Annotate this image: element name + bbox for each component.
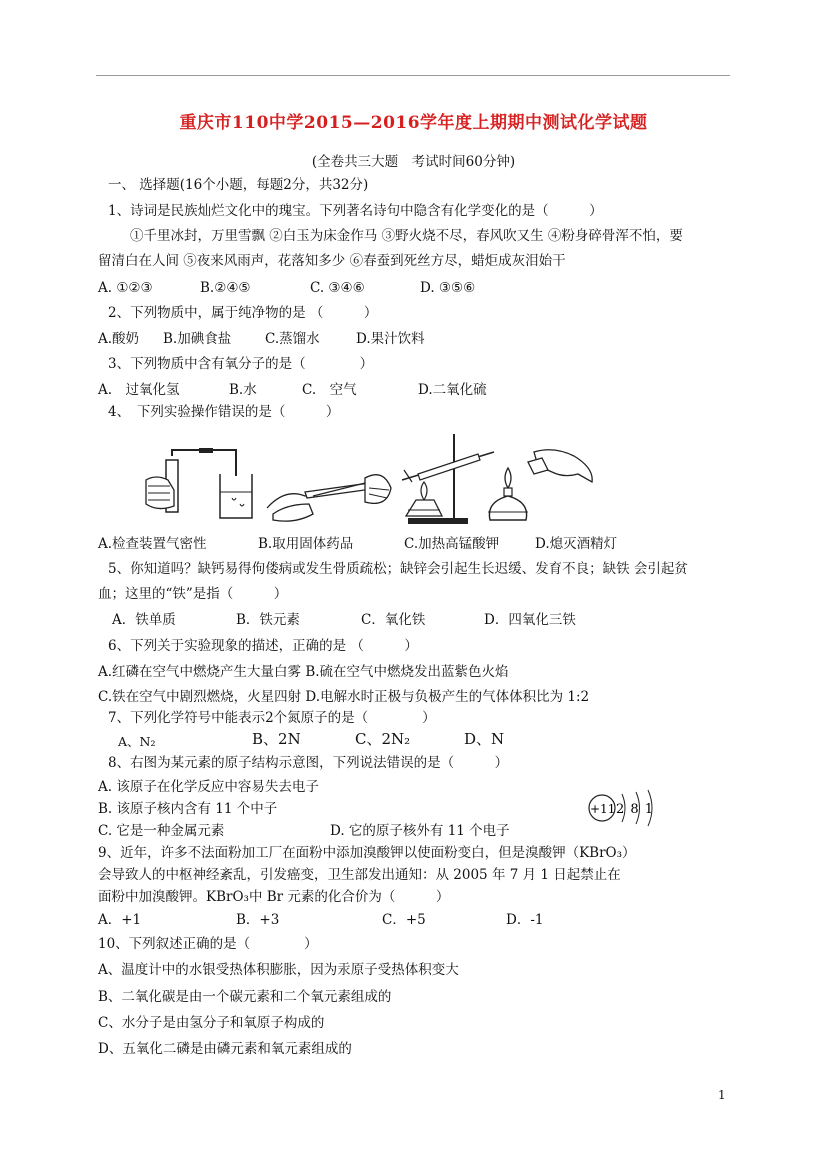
q2-option-c: C.蒸馏水 <box>265 331 320 347</box>
q10-option-d: D、五氧化二磷是由磷元素和氧元素组成的 <box>98 1041 352 1057</box>
q1-stem: 1、诗词是民族灿烂文化中的瑰宝。下列著名诗句中隐含有化学变化的是（ ） <box>108 203 603 219</box>
atom-structure-diagram <box>586 788 666 828</box>
q7-option-b: B、2N <box>252 730 301 748</box>
header-rule <box>96 75 730 76</box>
q4-option-d: D.熄灭酒精灯 <box>535 536 618 552</box>
q1-option-b: B.②④⑤ <box>200 280 251 296</box>
q3-option-b: B.水 <box>229 382 257 398</box>
q4-stem: 4、 下列实验操作错误的是（ ） <box>108 404 340 420</box>
q2-option-b: B.加碘食盐 <box>163 331 232 347</box>
q10-option-a: A、温度计中的水银受热体积膨胀，因为汞原子受热体积变大 <box>98 962 459 978</box>
q10-option-c: C、水分子是由氢分子和氧原子构成的 <box>98 1015 325 1031</box>
q9-option-b: B．+3 <box>236 912 280 928</box>
q8-option-a: A. 该原子在化学反应中容易失去电子 <box>98 779 319 795</box>
apparatus-gas-tightness-illustration <box>144 446 259 526</box>
q1-option-c: C. ③④⑥ <box>310 280 365 296</box>
q8-option-c: C. 它是一种金属元素 <box>98 823 225 839</box>
q4-option-a: A.检查装置气密性 <box>98 536 207 552</box>
q6-options-ab: A.红磷在空气中燃烧产生大量白雾 B.硫在空气中燃烧发出蓝紫色火焰 <box>98 664 509 680</box>
page-title: 重庆市110中学2015—2016学年度上期期中测试化学试题 <box>179 113 648 133</box>
q10-option-b: B、二氧化碳是由一个碳元素和二个氧元素组成的 <box>98 989 392 1005</box>
q10-stem: 10、下列叙述正确的是（ ） <box>98 936 318 952</box>
q4-option-b: B.取用固体药品 <box>258 536 354 552</box>
q7-option-d: D、N <box>464 730 505 748</box>
section-heading: 一、 选择题(16个小题，每题2分，共32分) <box>108 177 369 193</box>
q9-stem-line3: 面粉中加溴酸钾。KBrO₃中 Br 元素的化合价为（ ） <box>98 889 450 905</box>
q3-option-a: A. 过氧化氢 <box>98 382 180 398</box>
q9-option-d: D．-1 <box>506 912 544 928</box>
page-number: 1 <box>718 1088 726 1102</box>
solid-reagent-illustration <box>265 468 395 526</box>
q1-poem-line2: 留清白在人间 ⑤夜来风雨声，花落知多少 ⑥春蚕到死丝方尽，蜡炬成灰泪始干 <box>98 253 566 269</box>
q1-option-a: A. ①②③ <box>98 280 153 296</box>
q1-option-d: D. ③⑤⑥ <box>420 280 476 296</box>
q5-stem-line1: 5、你知道吗？缺钙易得佝偻病或发生骨质疏松；缺锌会引起生长迟缓、发育不良；缺铁 会引起贫 <box>108 561 688 577</box>
q5-option-b: B．铁元素 <box>236 612 300 628</box>
q7-option-c: C、2N₂ <box>355 730 411 748</box>
q2-stem: 2、下列物质中，属于纯净物的是 （ ） <box>108 305 378 321</box>
q7-option-a: A、N₂ <box>118 734 156 749</box>
q8-option-b: B. 该原子核内含有 11 个中子 <box>98 801 278 817</box>
extinguish-lamp-illustration <box>484 448 596 526</box>
q5-option-d: D．四氧化三铁 <box>484 612 576 628</box>
q2-option-a: A.酸奶 <box>98 331 140 347</box>
q7-stem: 7、下列化学符号中能表示2个氮原子的是（ ） <box>108 710 436 726</box>
q4-option-c: C.加热高锰酸钾 <box>404 536 500 552</box>
q9-option-c: C．+5 <box>382 912 426 928</box>
q8-option-d: D. 它的原子核外有 11 个电子 <box>330 823 510 839</box>
q5-option-a: A．铁单质 <box>112 612 176 628</box>
q6-options-cd: C.铁在空气中剧烈燃烧，火星四射 D.电解水时正极与负极产生的气体体积比为 1:2 <box>98 689 590 705</box>
q5-option-c: C．氧化铁 <box>361 612 426 628</box>
q2-option-d: D.果汁饮料 <box>356 331 425 347</box>
atom-shell-electrons: 2 8 1 <box>616 802 655 817</box>
q6-stem: 6、下列关于实验现象的描述，正确的是 （ ） <box>108 638 418 654</box>
q3-stem: 3、下列物质中含有氧分子的是（ ） <box>108 356 374 372</box>
q5-stem-line2: 血；这里的“铁”是指（ ） <box>98 586 288 602</box>
q9-option-a: A．+1 <box>98 912 142 928</box>
atom-nucleus-label: +11 <box>590 802 616 816</box>
q1-poem-line1: ①千里冰封，万里雪飘 ②白玉为床金作马 ③野火烧不尽，春风吹又生 ④粉身碎骨浑不怕，要 <box>130 228 683 244</box>
q3-option-c: C. 空气 <box>302 382 357 398</box>
q9-stem-line2: 会导致人的中枢神经紊乱，引发癌变，卫生部发出通知：从 2005 年 7 月 1 日起禁止在 <box>98 867 621 883</box>
q3-option-d: D.二氧化硫 <box>418 382 487 398</box>
heating-kmno4-illustration <box>398 430 498 526</box>
q8-stem: 8、右图为某元素的原子结构示意图，下列说法错误的是（ ） <box>108 755 509 771</box>
q9-stem-line1: 9、近年，许多不法面粉加工厂在面粉中添加溴酸钾以使面粉变白，但是溴酸钾（KBrO₃） <box>98 845 636 861</box>
exam-info: (全卷共三大题 考试时间60分钟) <box>311 154 516 170</box>
